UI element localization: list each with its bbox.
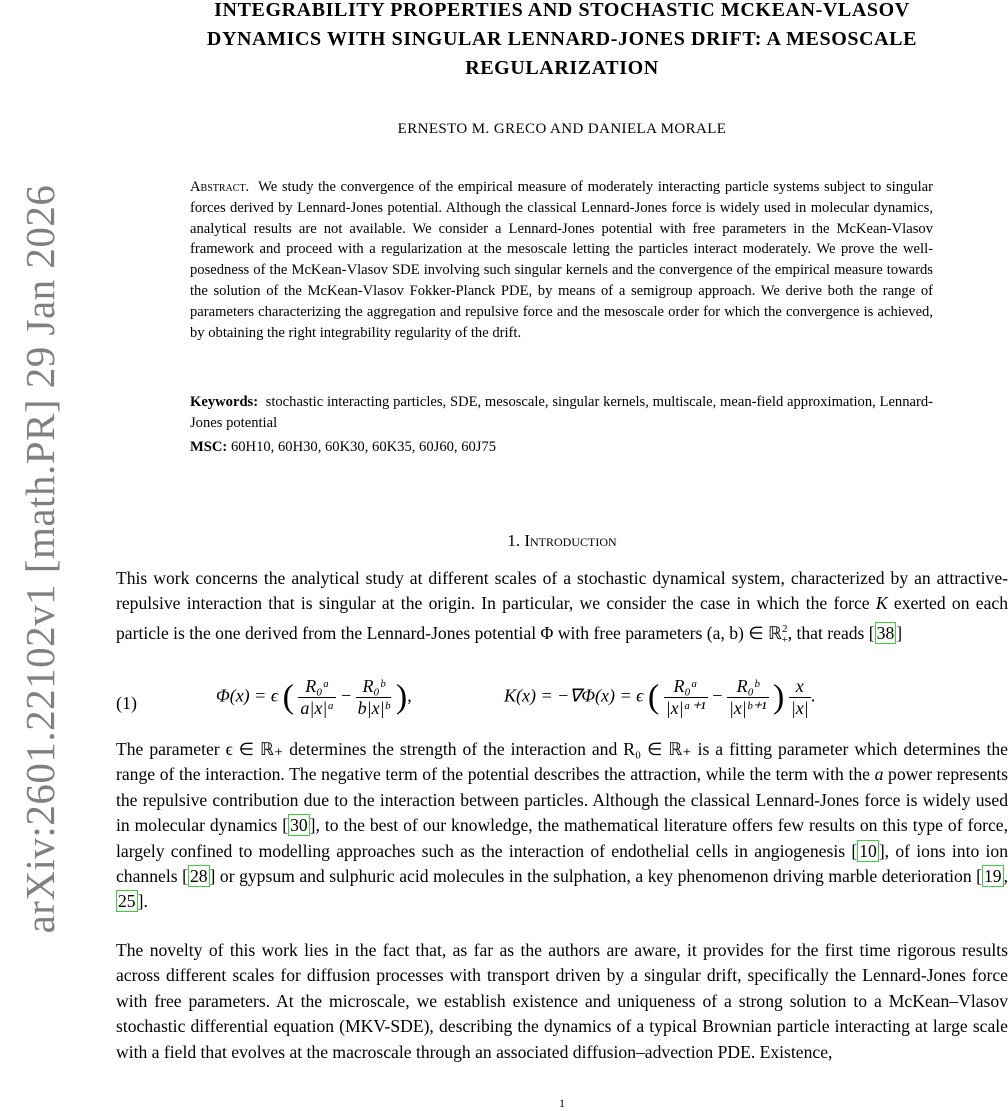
citation-link[interactable]: 28 xyxy=(189,866,208,887)
para1-text: This work concerns the analytical study at different scales of a stochastic dynamical system, characterized by an attractive-repulsive interaction that is singular at the origin. In particular, we consider the case in which the force xyxy=(116,568,1008,614)
para2-text-f: , xyxy=(1003,866,1008,887)
fraction: $\frac{\text{R₀ᵃ}}{\text{a|x|ᵃ}}$ xyxy=(300,676,335,718)
paragraph-intro: This work concerns the analytical study at different scales of a stochastic dynamical system, characterized by an attractive-repulsive interaction that is singular at the origin. In particular, we consider the case in which the force K exerted on each particle is the one derived from the Lennard-Jones potential Φ with free parameters (a, b) ∈ ℝ$^2_+$, that reads [ 38 ] xyxy=(116,568,1008,647)
section-heading xyxy=(116,531,1008,551)
section-number: 1. xyxy=(507,531,521,550)
eq-lhs-phi: Φ(x) = ϵ xyxy=(216,685,279,706)
paragraph-parameters xyxy=(116,737,1008,915)
msc-text: 60H10, 60H30, 60K30, 60K35, 60J60, 60J75 xyxy=(230,439,497,455)
keywords-text: stochastic interacting particles, SDE, mesoscale, singular kernels, multiscale, mean-field approximation, Lennard-Jones potential xyxy=(190,394,934,431)
keywords xyxy=(190,392,933,434)
title-line-1: INTEGRABILITY PROPERTIES AND STOCHASTIC MCKEAN-VLASOV xyxy=(214,0,910,21)
arxiv-sidebar xyxy=(0,0,63,1108)
abstract xyxy=(190,177,933,343)
title-line-3: REGULARIZATION xyxy=(465,57,659,79)
citation-link[interactable]: 19 xyxy=(984,866,1002,887)
para2-text-e: ] or gypsum and sulphuric acid molecules in the sulphation, a key phenomenon driving marble deterioration [ xyxy=(209,866,982,887)
para2-text-d: ], of ions into ion channels [ xyxy=(116,840,1008,887)
page-number: 1 xyxy=(559,1096,565,1110)
fraction: $\frac{\text{R₀ᵃ}}{\text{|x|ᵃ⁺¹}}$ xyxy=(665,676,706,718)
para2-text-g: ]. xyxy=(137,891,148,912)
keywords-label: Keywords: xyxy=(190,394,259,410)
abstract-label: Abstract. xyxy=(190,179,250,195)
para1-text2: exerted on each particle is the one derived from the Lennard-Jones potential Φ with free parameters xyxy=(116,593,1008,643)
paper-title xyxy=(116,0,1008,83)
fraction: $\frac{\text{R₀ᵇ}}{\text{|x|ᵇ⁺¹}}$ xyxy=(728,676,767,718)
equation-force: K(x) = −∇Φ(x) = ϵ ( $\frac{\text{R₀ᵃ}}{\text{|x|ᵃ⁺¹}}$ − $\frac{\text{R₀ᵇ}}{\text{|x|ᵇ⁺¹}}$ ) $\frac{x}{|x|}$ . xyxy=(504,676,816,718)
equation-number: (1) xyxy=(116,693,137,713)
para2-a-var: a xyxy=(874,764,884,785)
msc-label: MSC: xyxy=(190,439,228,455)
paragraph-novelty: The novelty of this work lies in the fact that, as far as the authors are aware, it provides for the first time rigorous results across different scales for diffusion processes with transport driven by a singular drift, specifically the Lennard-Jones force with free parameters. At the microscale, we establish existence and uniqueness of a strong solution to a McKean–Vlasov stochastic differential equation (MKV-SDE), describing the dynamics of a typical Brownian particle interacting at large scale with a field that evolves at the macroscale through an associated diffusion–advection PDE. Existence, xyxy=(116,940,1008,1062)
abstract-text: We study the convergence of the empirical measure of moderately interacting particle systems subject to singular forces derived by Lennard-Jones potential. Although the classical Lennard-Jones force is widely used in molecular dynamics, analytical results are not available. We consider a Lennard-Jones potential with free parameters in the McKean-Vlasov framework and proceed with a regularization at the mesoscale letting the particles interact moderately. We prove the well-posedness of the McKean-Vlasov SDE involving such singular kernels and the convergence of the empirical measure towards the solution of the McKean-Vlasov Fokker-Planck PDE, by means of a semigroup approach. We derive both the range of parameters characterizing the aggregation and repulsive force and the mesoscale order for which the convergence is achieved, by obtaining the right integrability regularity of the drift. xyxy=(190,179,933,341)
title-line-2: DYNAMICS WITH SINGULAR LENNARD-JONES DRIFT: A MESOSCALE xyxy=(206,28,918,50)
para2-text-c: ], to the best of our knowledge, the mathematical literature offers few results on this type of force, largely confined to modelling approaches such as the interaction of endothelial cells in angiogenesis [ xyxy=(116,815,1008,861)
fraction: $\frac{x}{|x|}$ xyxy=(790,676,809,718)
para2-text-a: The parameter ϵ ∈ ℝ₊ determines the strength of the interaction and R₀ ∈ ℝ₊ is a fitting parameter which determines the range of the interaction. The negative term of the potential describes the attraction, while the term with the xyxy=(116,739,1008,785)
citation-link[interactable]: 10 xyxy=(859,840,877,861)
para1-text4: ] xyxy=(896,622,903,643)
eq-lhs-k: K(x) = −∇Φ(x) = ϵ xyxy=(504,685,644,706)
citation-link[interactable]: 38 xyxy=(876,622,895,643)
authors: ERNESTO M. GRECO AND DANIELA MORALE xyxy=(397,121,727,137)
fraction: $\frac{\text{R₀ᵇ}}{\text{b|x|ᵇ}}$ xyxy=(357,676,390,718)
para1-params: (a, b) ∈ ℝ xyxy=(706,622,782,643)
equation-1 xyxy=(116,676,1008,734)
para2-text-b: power represents the repulsive contribution due to the interaction between particles. Although the classical Lennard-Jones force is widely used in molecular dynamics [ xyxy=(116,764,1008,836)
citation-link[interactable]: 30 xyxy=(290,815,308,836)
arxiv-identifier[interactable]: arXiv:2601.22102v1 [math.PR] 29 Jan 2026 xyxy=(17,184,63,934)
para1-k: K xyxy=(875,593,888,614)
para1-text3: , that reads [ xyxy=(787,622,875,643)
equation-phi: Φ(x) = ϵ ( $\frac{\text{R₀ᵃ}}{\text{a|x|ᵃ}}$ − $\frac{\text{R₀ᵇ}}{\text{b|x|ᵇ}}$ ), xyxy=(216,676,412,718)
section-title: Introduction xyxy=(524,531,617,550)
msc-codes xyxy=(190,437,933,458)
citation-link[interactable]: 25 xyxy=(118,891,136,912)
